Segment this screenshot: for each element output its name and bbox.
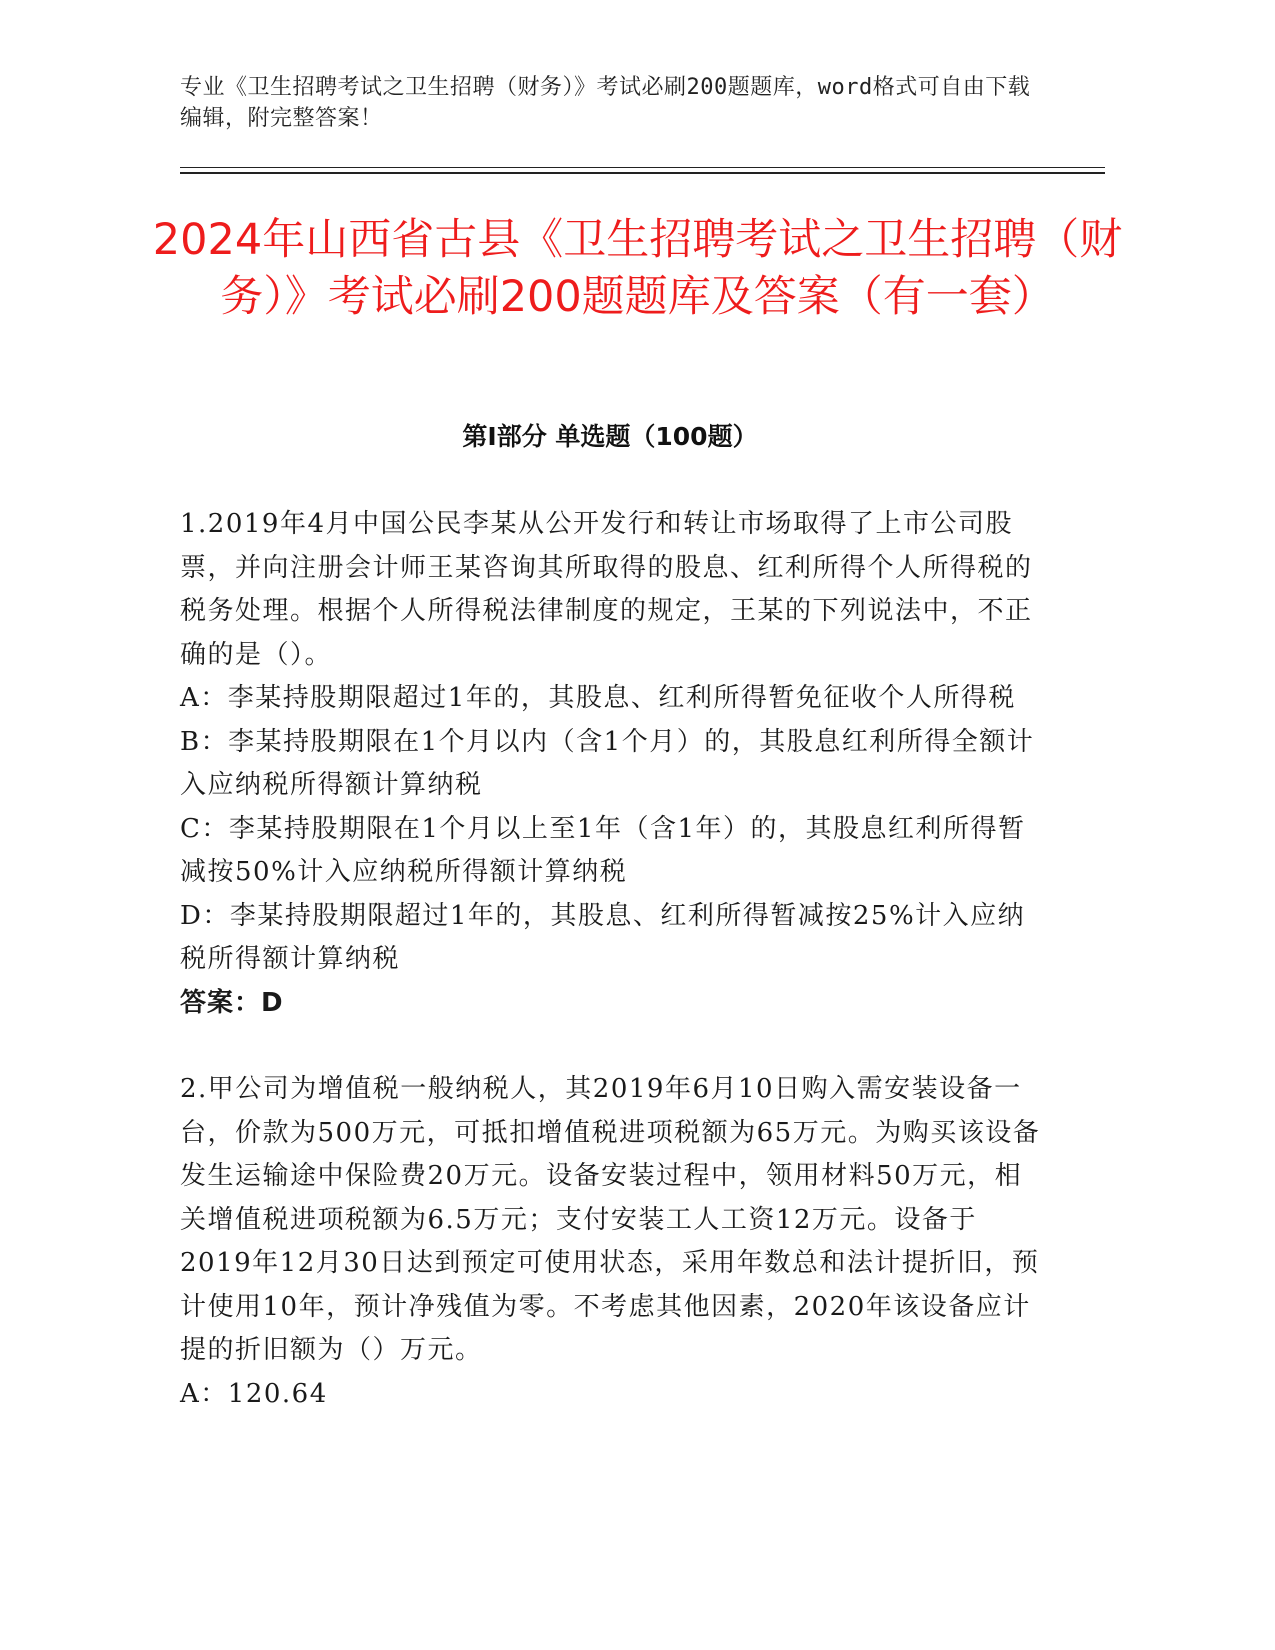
option-b: B：李某持股期限在1个月以内（含1个月）的，其股息红利所得全额计入应纳税所得额计算纳税 xyxy=(180,726,1035,800)
option-c: C：李某持股期限在1个月以上至1年（含1年）的，其股息红利所得暂减按50%计入应纳税所得额计算纳税 xyxy=(180,813,1026,887)
question-stem: 2.甲公司为增值税一般纳税人，其2019年6月10日购入需安装设备一台，价款为500万元，可抵扣增值税进项税额为65万元。为购买该设备发生运输途中保险费20万元。设备安装过程中，领用材料50万元，相关增值税进项税额为6.5万元；支付安装工人工资12万元。设备于2019年12月30日达到预定可使用状态，采用年数总和法计提折旧，预计使用10年，预计净残值为零。不考虑其他因素，2020年该设备应计提的折旧额为（）万元。 xyxy=(180,1074,1041,1365)
question-2 xyxy=(180,1068,1042,1416)
header-divider-thick xyxy=(180,172,1105,174)
section-heading: 第I部分 单选题（100题） xyxy=(462,422,758,451)
answer-label: 答案：D xyxy=(180,987,284,1018)
header-divider-thin xyxy=(180,167,1105,168)
document-title: 2024年山西省古县《卫生招聘考试之卫生招聘（财务）》考试必刷200题题库及答案（有一套） xyxy=(152,215,1123,322)
question-stem: 1.2019年4月中国公民李某从公开发行和转让市场取得了上市公司股票，并向注册会计师王某咨询其所取得的股息、红利所得个人所得税的税务处理。根据个人所得税法律制度的规定，王某的下列说法中，不正确的是（）。 xyxy=(180,509,1033,670)
option-a: A：李某持股期限超过1年的，其股息、红利所得暂免征收个人所得税 xyxy=(180,683,1016,713)
question-1 xyxy=(180,503,1042,1025)
option-a: A：120.64 xyxy=(180,1378,328,1409)
header-note: 专业《卫生招聘考试之卫生招聘（财务）》考试必刷200题题库，word格式可自由下载编辑，附完整答案！ xyxy=(180,75,1031,131)
option-d: D：李某持股期限超过1年的，其股息、红利所得暂减按25%计入应纳税所得额计算纳税 xyxy=(180,900,1026,974)
